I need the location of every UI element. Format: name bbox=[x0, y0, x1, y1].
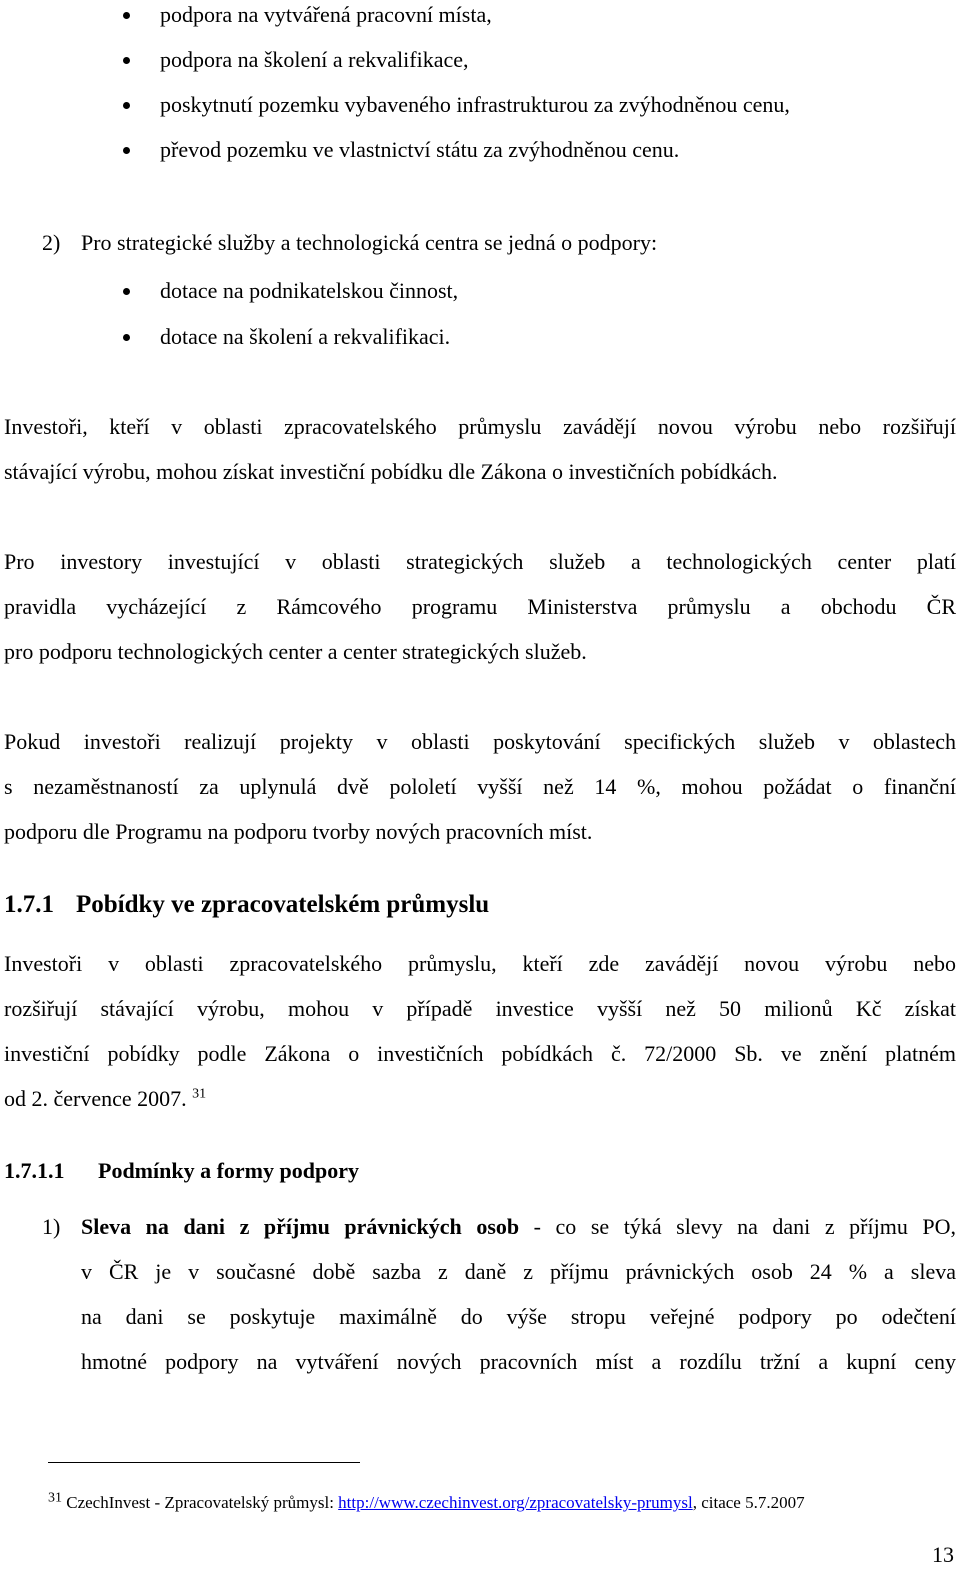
footnote-text: CzechInvest - Zpracovatelský průmysl: bbox=[66, 1493, 339, 1512]
footnote-citation: , citace 5.7.2007 bbox=[692, 1493, 805, 1512]
page-number: 13 bbox=[932, 1542, 954, 1567]
item-line: v ČR je v současné době sazba z daně z příjmu právnických osob 24 % a sleva bbox=[81, 1259, 956, 1284]
section-number: 1.7.1 bbox=[4, 891, 54, 918]
subsection-title: Podmínky a formy podpory bbox=[98, 1158, 359, 1183]
item-text: Pro strategické služby a technologická centra se jedná o podpory: bbox=[81, 230, 658, 255]
footnote-link[interactable]: http://www.czechinvest.org/zpracovatelsky-prumysl bbox=[338, 1493, 693, 1512]
item-line: hmotné podpory na vytváření nových pracovních míst a rozdílu tržní a kupní ceny bbox=[81, 1349, 956, 1374]
footnote bbox=[48, 1490, 805, 1513]
footnote-separator bbox=[48, 1462, 360, 1463]
footnote-number: 31 bbox=[48, 1490, 62, 1506]
paragraph-line: pro podporu technologických center a center strategických služeb. bbox=[4, 639, 587, 664]
list-item: podpora na školení a rekvalifikace, bbox=[160, 47, 469, 72]
bullet-icon bbox=[123, 102, 130, 109]
list-item: podpora na vytvářená pracovní místa, bbox=[160, 2, 492, 27]
paragraph-line: investiční pobídky podle Zákona o investičních pobídkách č. 72/2000 Sb. ve znění platném bbox=[4, 1041, 956, 1066]
item-first-line bbox=[81, 1214, 956, 1240]
bullet-icon bbox=[123, 334, 130, 341]
list-item: dotace na podnikatelskou činnost, bbox=[160, 278, 459, 303]
paragraph-line: podporu dle Programu na podporu tvorby nových pracovních míst. bbox=[4, 819, 593, 844]
paragraph-line: Investoři, kteří v oblasti zpracovatelského průmyslu zavádějí novou výrobu nebo rozšiřují bbox=[4, 414, 956, 439]
paragraph-line: Pokud investoři realizují projekty v oblasti poskytování specifických služeb v oblastech bbox=[4, 729, 956, 754]
item-rest-text: - co se týká slevy na dani z příjmu PO, bbox=[519, 1214, 956, 1239]
paragraph-line: stávající výrobu, mohou získat investiční pobídku dle Zákona o investičních pobídkách. bbox=[4, 459, 778, 484]
list-item: poskytnutí pozemku vybaveného infrastrukturou za zvýhodněnou cenu, bbox=[160, 92, 790, 117]
paragraph-line: pravidla vycházející z Rámcového programu Ministerstva průmyslu a obchodu ČR bbox=[4, 594, 956, 619]
paragraph-line: s nezaměstnaností za uplynulá dvě pololetí vyšší než 14 %, mohou požádat o finanční bbox=[4, 774, 956, 799]
list-item: dotace na školení a rekvalifikaci. bbox=[160, 324, 451, 349]
section-title: Pobídky ve zpracovatelském průmyslu bbox=[76, 891, 490, 918]
item-number: 2) bbox=[42, 230, 61, 255]
subsection-number: 1.7.1.1 bbox=[4, 1158, 65, 1183]
bullet-icon bbox=[123, 57, 130, 64]
list-item: převod pozemku ve vlastnictví státu za zvýhodněnou cenu. bbox=[160, 137, 680, 162]
paragraph-line bbox=[4, 1086, 206, 1112]
item-number: 1) bbox=[42, 1214, 61, 1239]
paragraph-line: Investoři v oblasti zpracovatelského průmyslu, kteří zde zavádějí novou výrobu nebo bbox=[4, 951, 956, 976]
footnote-ref: 31 bbox=[192, 1086, 207, 1102]
paragraph-line: Pro investory investující v oblasti strategických služeb a technologických center platí bbox=[4, 549, 956, 574]
bullet-icon bbox=[123, 288, 130, 295]
item-line: na dani se poskytuje maximálně do výše stropu veřejné podpory po odečtení bbox=[81, 1304, 956, 1329]
bullet-icon bbox=[123, 147, 130, 154]
bullet-icon bbox=[123, 12, 130, 19]
item-bold-text: Sleva na dani z příjmu právnických osob bbox=[81, 1214, 520, 1239]
paragraph-line-text: od 2. července 2007. bbox=[4, 1086, 187, 1111]
paragraph-line: rozšiřují stávající výrobu, mohou v případě investice vyšší než 50 milionů Kč získat bbox=[4, 996, 956, 1021]
